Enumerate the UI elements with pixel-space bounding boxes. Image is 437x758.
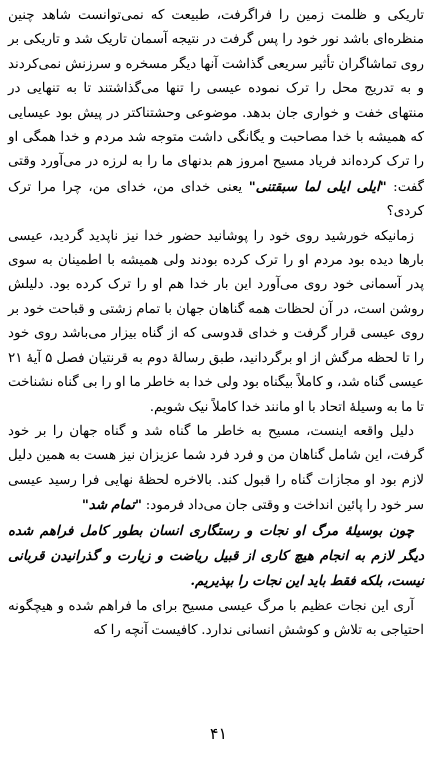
paragraph bbox=[8, 4, 424, 225]
paragraph bbox=[8, 420, 424, 519]
text-run: دلیل واقعه اینست، مسیح به خاطر ما گناه شد و گناه جهان را بر خود گرفت، این شامل گناهان من و فرد فرد شما عزیزان نیز هست به همین دلیل لازم بود او مجازات گناه را قبول کند. بالاخره لحظهٔ نهایی فرا رسید عیسی سر خود را پائین انداخت و وقتی جان می‌داد فرمود: bbox=[8, 423, 424, 514]
paragraph bbox=[8, 519, 424, 595]
text-run: آری این نجات عظیم با مرگ عیسی مسیح برای ما فراهم شده و هیچگونه احتیاجی به تلاش و کوشش انسانی ندارد. کافیست آنچه را که bbox=[8, 598, 424, 639]
text-run: زمانیکه خورشید روی خود را پوشانید حضور خدا نیز ناپدید گردید، عیسی بارها دیده بود مردم او را ترک کرده بودند ولی همیشه با اطمینان به سوی پدر آسمانی خود روی می‌آورد این بار خدا هم او را ترک کرده بود. دلیلش روشن است، در آن لحظات همه گناهان جهان با تمام زشتی و قباحت خود بر روی عیسی قرار گرفت و خدای قدوسی که از گناه بیزار می‌باشد روی خود را تا لحظه مرگش از او برگردانید، طبق رسالهٔ دوم به قرنتیان فصل ۵ آیهٔ ۲۱ عیسی گناه شد، و کاملاً بیگناه بود ولی خدا به خاطر ما او را بی گناه نشناخت تا ما به وسیلهٔ اتحاد با او مانند خدا کاملاً نیک شویم. bbox=[8, 228, 424, 415]
emphasized-text: "تمام شد" bbox=[81, 497, 143, 514]
body-text bbox=[8, 4, 424, 644]
text-run: یعنی خدای من، خدای من، چرا مرا ترک کردی؟ bbox=[8, 179, 424, 220]
emphasized-text: "ایلی ایلی لما سبقتنی" bbox=[248, 178, 387, 195]
page-number: ۴۱ bbox=[209, 724, 228, 743]
emphasized-text: چون بوسیلهٔ مرگ او نجات و رستگاری انسان بطور کامل فراهم شده دیگر لازم به انجام هیچ کاری از قبیل ریاضت و زیارت و گذرانیدن قربانی نیست، بلکه فقط باید این نجات را بپذیریم. bbox=[8, 522, 424, 590]
paragraph bbox=[8, 595, 424, 644]
text-run: تاریکی و ظلمت زمین را فراگرفت، طبیعت که نمی‌توانست شاهد چنین منظره‌ای باشد نور خود را پس گرفت در نتیجه آسمان تاریک شد و تاریکی بر روی تماشاگران تأثیر سریعی گذاشت آنها دیگر مسخره و سرزنش نمی‌کردند و به تدریج محل را ترک نموده عیسی را تنها می‌گذاشتند تا به تنهایی در منتهای خفت و خواری جان بدهد. موضوعی وحشتناکتر در پیش بود عیسایی که همیشه با خدا مصاحبت و یگانگی داشت متوجه شد مردم و خدا همگی او را ترک کرده‌اند فریاد مسیح امروز هم بدنهای ما را به لرزه در می‌آورد وقتی گفت: bbox=[8, 8, 424, 195]
paragraph bbox=[8, 225, 424, 420]
